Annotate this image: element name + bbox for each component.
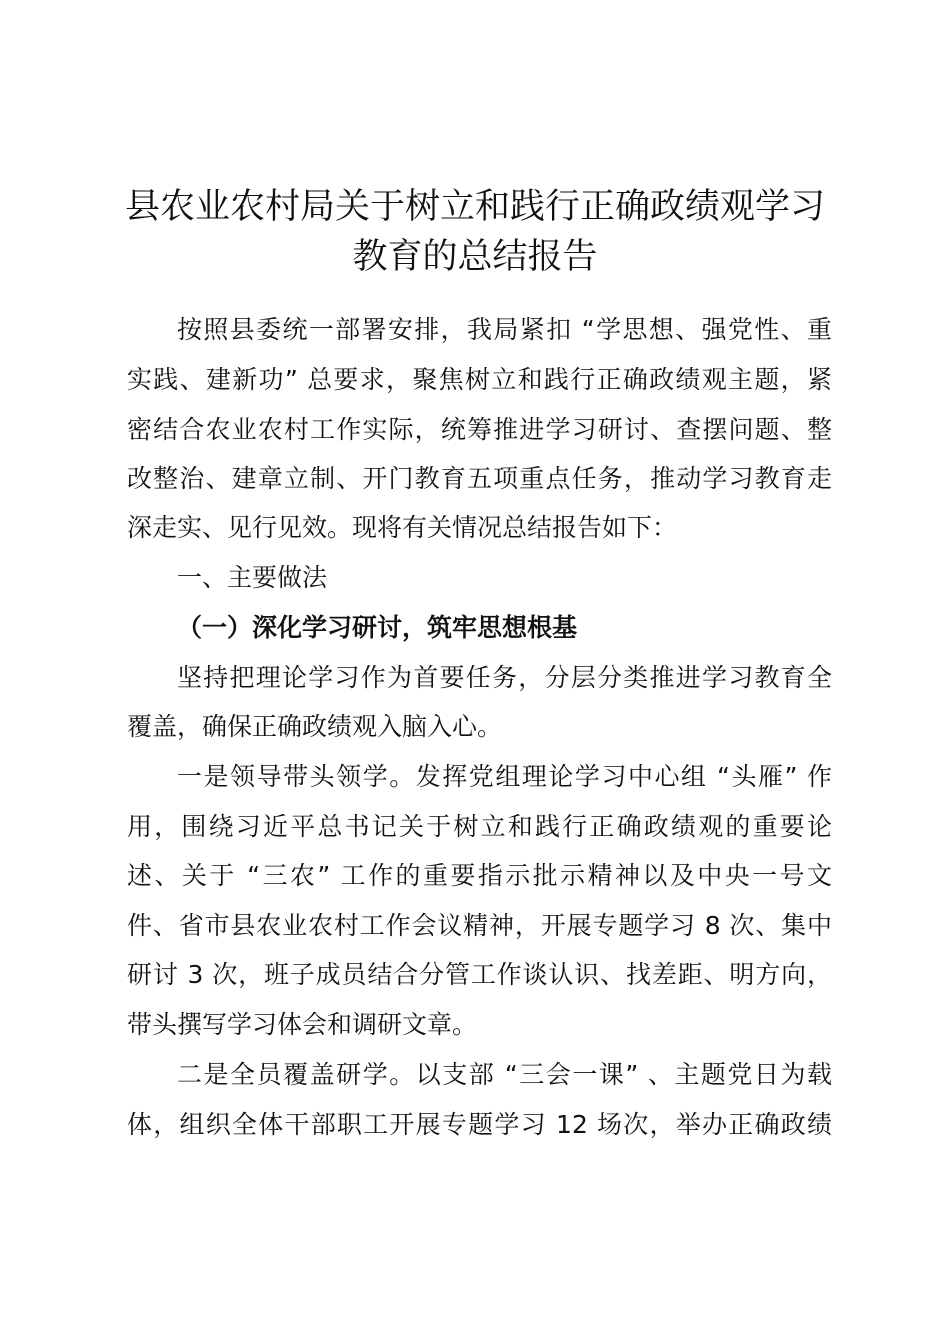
- paragraph-line: 坚持把理论学习作为首要任务，分层分类推进学习教育全: [177, 663, 832, 692]
- subsection-heading: （一）深化学习研讨，筑牢思想根基: [177, 613, 578, 642]
- document-title-line-1: 县农业农村局关于树立和践行正确政绩观学习: [124, 187, 825, 227]
- paragraph-line: 用，围绕习近平总书记关于树立和践行正确政绩观的重要论: [127, 812, 832, 841]
- paragraph-line: 一是领导带头领学。发挥党组理论学习中心组 “头雁” 作: [177, 762, 832, 791]
- paragraph-line: 述、关于 “三农” 工作的重要指示批示精神以及中央一号文: [127, 861, 832, 890]
- paragraph-line: 按照县委统一部署安排，我局紧扣 “学思想、强党性、重: [177, 315, 832, 344]
- paragraph-line: 二是全员覆盖研学。以支部 “三会一课” 、主题党日为载: [177, 1060, 832, 1089]
- paragraph-line: 改整治、建章立制、开门教育五项重点任务，推动学习教育走: [127, 464, 832, 493]
- paragraph-line: 体，组织全体干部职工开展专题学习 12 场次，举办正确政绩: [127, 1110, 832, 1139]
- paragraph-line: 件、省市县农业农村工作会议精神，开展专题学习 8 次、集中: [127, 911, 832, 940]
- document-title-line-2: 教育的总结报告: [352, 237, 598, 277]
- paragraph-line: 带头撰写学习体会和调研文章。: [127, 1010, 478, 1039]
- paragraph-line: 实践、建新功” 总要求，聚焦树立和践行正确政绩观主题，紧: [127, 365, 832, 394]
- paragraph-line: 覆盖，确保正确政绩观入脑入心。: [127, 712, 503, 741]
- paragraph-line: 深走实、见行见效。现将有关情况总结报告如下：: [127, 513, 678, 542]
- paragraph-line: 密结合农业农村工作实际，统筹推进学习研讨、查摆问题、整: [127, 415, 832, 444]
- section-heading: 一、主要做法: [177, 563, 328, 592]
- paragraph-line: 研讨 3 次，班子成员结合分管工作谈认识、找差距、明方向，: [127, 960, 832, 989]
